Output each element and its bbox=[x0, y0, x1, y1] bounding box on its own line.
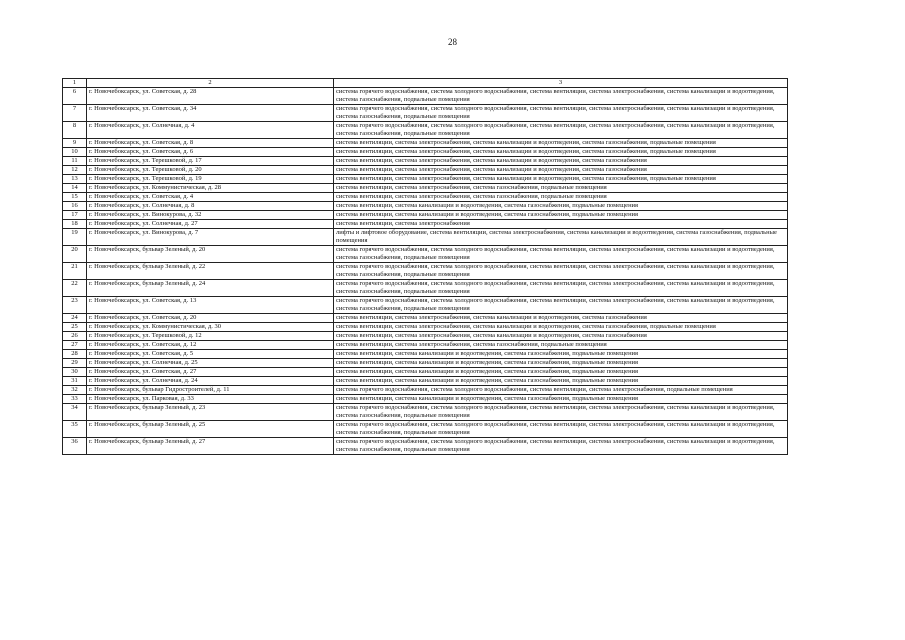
table-row bbox=[63, 246, 788, 263]
row-number: 21 bbox=[63, 263, 87, 280]
row-number: 34 bbox=[63, 404, 87, 421]
row-systems: система вентиляции, система электроснабжения, система канализации и водоотведения, система газоснабжения, подвальные помещения bbox=[334, 148, 788, 157]
row-address: г. Новочебоксарск, бульвар Зеленый, д. 27 bbox=[87, 438, 334, 455]
row-systems: система вентиляции, система канализации и водоотведения, система газоснабжения, подвальные помещения bbox=[334, 377, 788, 386]
row-systems: система вентиляции, система электроснабжения, система канализации и водоотведения, система газоснабжения bbox=[334, 314, 788, 323]
row-number: 32 bbox=[63, 386, 87, 395]
row-address: г. Новочебоксарск, ул. Советская, д. 6 bbox=[87, 148, 334, 157]
table-row bbox=[63, 377, 788, 386]
row-address: г. Новочебоксарск, ул. Советская, д. 12 bbox=[87, 341, 334, 350]
table-row bbox=[63, 157, 788, 166]
table-row bbox=[63, 359, 788, 368]
row-systems: система вентиляции, система канализации и водоотведения, система газоснабжения, подвальные помещения bbox=[334, 211, 788, 220]
table-header-row bbox=[63, 79, 788, 88]
row-address: г. Новочебоксарск, бульвар Зеленый, д. 23 bbox=[87, 404, 334, 421]
row-systems: система вентиляции, система электроснабжения, система газоснабжения, подвальные помещения bbox=[334, 184, 788, 193]
header-col-2: 2 bbox=[87, 79, 334, 88]
table-row bbox=[63, 175, 788, 184]
row-number: 36 bbox=[63, 438, 87, 455]
row-systems: система горячего водоснабжения, система холодного водоснабжения, система вентиляции, система электроснабжения, система канализации и водоотведения, система газоснабжения, подвальные помещения bbox=[334, 297, 788, 314]
row-number: 14 bbox=[63, 184, 87, 193]
row-address: г. Новочебоксарск, ул. Солнечная, д. 27 bbox=[87, 220, 334, 229]
row-address: г. Новочебоксарск, ул. Винокурова, д. 32 bbox=[87, 211, 334, 220]
row-address: г. Новочебоксарск, ул. Солнечная, д. 24 bbox=[87, 377, 334, 386]
row-systems: система горячего водоснабжения, система холодного водоснабжения, система вентиляции, система электроснабжения, система канализации и водоотведения, система газоснабжения, подвальные помещения bbox=[334, 421, 788, 438]
row-number: 15 bbox=[63, 193, 87, 202]
row-address: г. Новочебоксарск, ул. Советская, д. 13 bbox=[87, 297, 334, 314]
row-address: г. Новочебоксарск, ул. Советская, д. 28 bbox=[87, 88, 334, 105]
row-systems: система горячего водоснабжения, система холодного водоснабжения, система вентиляции, система электроснабжения, система канализации и водоотведения, система газоснабжения, подвальные помещения bbox=[334, 280, 788, 297]
row-address: г. Новочебоксарск, ул. Солнечная, д. 4 bbox=[87, 122, 334, 139]
table-row bbox=[63, 139, 788, 148]
row-systems: система вентиляции, система электроснабжения, система канализации и водоотведения, система газоснабжения, подвальные помещения bbox=[334, 323, 788, 332]
table-row bbox=[63, 202, 788, 211]
row-number: 30 bbox=[63, 368, 87, 377]
table-row bbox=[63, 184, 788, 193]
row-number: 28 bbox=[63, 350, 87, 359]
row-systems: система горячего водоснабжения, система холодного водоснабжения, система вентиляции, система электроснабжения, система канализации и водоотведения, система газоснабжения, подвальные помещения bbox=[334, 88, 788, 105]
row-number: 24 bbox=[63, 314, 87, 323]
row-address: г. Новочебоксарск, бульвар Зеленый, д. 24 bbox=[87, 280, 334, 297]
row-address: г. Новочебоксарск, бульвар Зеленый, д. 22 bbox=[87, 263, 334, 280]
row-number: 10 bbox=[63, 148, 87, 157]
row-systems: система вентиляции, система канализации и водоотведения, система газоснабжения, подвальные помещения bbox=[334, 395, 788, 404]
table-row bbox=[63, 166, 788, 175]
row-systems: система вентиляции, система электроснабжения bbox=[334, 220, 788, 229]
row-address: г. Новочебоксарск, ул. Терешковой, д. 12 bbox=[87, 332, 334, 341]
table-row bbox=[63, 421, 788, 438]
row-address: г. Новочебоксарск, ул. Советская, д. 4 bbox=[87, 193, 334, 202]
table-row bbox=[63, 323, 788, 332]
row-number: 9 bbox=[63, 139, 87, 148]
table-row bbox=[63, 280, 788, 297]
row-systems: система вентиляции, система канализации и водоотведения, система газоснабжения, подвальные помещения bbox=[334, 359, 788, 368]
row-systems: система вентиляции, система канализации и водоотведения, система газоснабжения, подвальные помещения bbox=[334, 368, 788, 377]
table-row bbox=[63, 148, 788, 157]
row-systems: система горячего водоснабжения, система холодного водоснабжения, система вентиляции, система электроснабжения, система канализации и водоотведения, система газоснабжения, подвальные помещения bbox=[334, 246, 788, 263]
row-systems: система вентиляции, система электроснабжения, система канализации и водоотведения, система газоснабжения bbox=[334, 157, 788, 166]
row-systems: система горячего водоснабжения, система холодного водоснабжения, система вентиляции, система электроснабжения, система канализации и водоотведения, система газоснабжения, подвальные помещения bbox=[334, 263, 788, 280]
row-address: г. Новочебоксарск, ул. Винокурова, д. 7 bbox=[87, 229, 334, 246]
row-systems: система вентиляции, система электроснабжения, система канализации и водоотведения, система газоснабжения bbox=[334, 166, 788, 175]
table-row bbox=[63, 395, 788, 404]
table-row bbox=[63, 438, 788, 455]
row-number: 17 bbox=[63, 211, 87, 220]
row-address: г. Новочебоксарск, бульвар Гидростроителей, д. 11 bbox=[87, 386, 334, 395]
buildings-table bbox=[62, 78, 788, 455]
row-systems: система вентиляции, система электроснабжения, система канализации и водоотведения, система газоснабжения, подвальные помещения bbox=[334, 139, 788, 148]
row-address: г. Новочебоксарск, ул. Солнечная, д. 8 bbox=[87, 202, 334, 211]
row-number: 23 bbox=[63, 297, 87, 314]
row-address: г. Новочебоксарск, ул. Солнечная, д. 25 bbox=[87, 359, 334, 368]
row-address: г. Новочебоксарск, ул. Терешковой, д. 20 bbox=[87, 166, 334, 175]
row-address: г. Новочебоксарск, ул. Терешковой, д. 17 bbox=[87, 157, 334, 166]
table-row bbox=[63, 332, 788, 341]
row-systems: система горячего водоснабжения, система холодного водоснабжения, система вентиляции, система электроснабжения, подвальные помещения bbox=[334, 386, 788, 395]
row-systems: система горячего водоснабжения, система холодного водоснабжения, система вентиляции, система электроснабжения, система канализации и водоотведения, система газоснабжения, подвальные помещения bbox=[334, 404, 788, 421]
row-number: 22 bbox=[63, 280, 87, 297]
row-systems: лифты и лифтовое оборудование, система вентиляции, система электроснабжения, система канализации и водоотведения, система газоснабжения, подвальные помещения bbox=[334, 229, 788, 246]
header-col-3: 3 bbox=[334, 79, 788, 88]
row-number: 29 bbox=[63, 359, 87, 368]
row-number: 35 bbox=[63, 421, 87, 438]
header-col-1: 1 bbox=[63, 79, 87, 88]
row-number: 7 bbox=[63, 105, 87, 122]
row-systems: система горячего водоснабжения, система холодного водоснабжения, система вентиляции, система электроснабжения, система канализации и водоотведения, система газоснабжения, подвальные помещения bbox=[334, 122, 788, 139]
table-row bbox=[63, 193, 788, 202]
row-number: 19 bbox=[63, 229, 87, 246]
row-address: г. Новочебоксарск, ул. Парковая, д. 33 bbox=[87, 395, 334, 404]
table-row bbox=[63, 263, 788, 280]
table-row bbox=[63, 122, 788, 139]
row-address: г. Новочебоксарск, бульвар Зеленый, д. 20 bbox=[87, 246, 334, 263]
table-row bbox=[63, 350, 788, 359]
row-number: 13 bbox=[63, 175, 87, 184]
table-row bbox=[63, 220, 788, 229]
row-address: г. Новочебоксарск, ул. Советская, д. 5 bbox=[87, 350, 334, 359]
table-row bbox=[63, 229, 788, 246]
row-number: 20 bbox=[63, 246, 87, 263]
table-row bbox=[63, 211, 788, 220]
row-systems: система вентиляции, система электроснабжения, система газоснабжения, подвальные помещения bbox=[334, 193, 788, 202]
row-systems: система вентиляции, система электроснабжения, система газоснабжения, подвальные помещения bbox=[334, 341, 788, 350]
row-address: г. Новочебоксарск, ул. Советская, д. 8 bbox=[87, 139, 334, 148]
row-systems: система горячего водоснабжения, система холодного водоснабжения, система вентиляции, система электроснабжения, система канализации и водоотведения, система газоснабжения, подвальные помещения bbox=[334, 105, 788, 122]
row-number: 12 bbox=[63, 166, 87, 175]
row-systems: система вентиляции, система канализации и водоотведения, система газоснабжения, подвальные помещения bbox=[334, 202, 788, 211]
row-number: 18 bbox=[63, 220, 87, 229]
row-address: г. Новочебоксарск, ул. Советская, д. 27 bbox=[87, 368, 334, 377]
row-number: 25 bbox=[63, 323, 87, 332]
row-number: 26 bbox=[63, 332, 87, 341]
table-row bbox=[63, 368, 788, 377]
row-systems: система вентиляции, система канализации и водоотведения, система газоснабжения, подвальные помещения bbox=[334, 350, 788, 359]
row-address: г. Новочебоксарск, ул. Терешковой, д. 19 bbox=[87, 175, 334, 184]
row-number: 27 bbox=[63, 341, 87, 350]
row-address: г. Новочебоксарск, бульвар Зеленый, д. 25 bbox=[87, 421, 334, 438]
row-address: г. Новочебоксарск, ул. Советская, д. 34 bbox=[87, 105, 334, 122]
table-row bbox=[63, 404, 788, 421]
table-row bbox=[63, 386, 788, 395]
row-number: 11 bbox=[63, 157, 87, 166]
row-systems: система вентиляции, система электроснабжения, система канализации и водоотведения, система газоснабжения, подвальные помещения bbox=[334, 175, 788, 184]
row-address: г. Новочебоксарск, ул. Коммунистическая, д. 30 bbox=[87, 323, 334, 332]
row-number: 6 bbox=[63, 88, 87, 105]
table-row bbox=[63, 314, 788, 323]
table-row bbox=[63, 297, 788, 314]
row-address: г. Новочебоксарск, ул. Коммунистическая, д. 28 bbox=[87, 184, 334, 193]
row-number: 8 bbox=[63, 122, 87, 139]
table-row bbox=[63, 105, 788, 122]
page-number: 28 bbox=[448, 37, 457, 47]
table-row bbox=[63, 88, 788, 105]
row-number: 31 bbox=[63, 377, 87, 386]
table-row bbox=[63, 341, 788, 350]
row-systems: система вентиляции, система электроснабжения, система канализации и водоотведения, система газоснабжения bbox=[334, 332, 788, 341]
row-address: г. Новочебоксарск, ул. Советская, д. 20 bbox=[87, 314, 334, 323]
row-systems: система горячего водоснабжения, система холодного водоснабжения, система вентиляции, система электроснабжения, система канализации и водоотведения, система газоснабжения, подвальные помещения bbox=[334, 438, 788, 455]
row-number: 33 bbox=[63, 395, 87, 404]
row-number: 16 bbox=[63, 202, 87, 211]
